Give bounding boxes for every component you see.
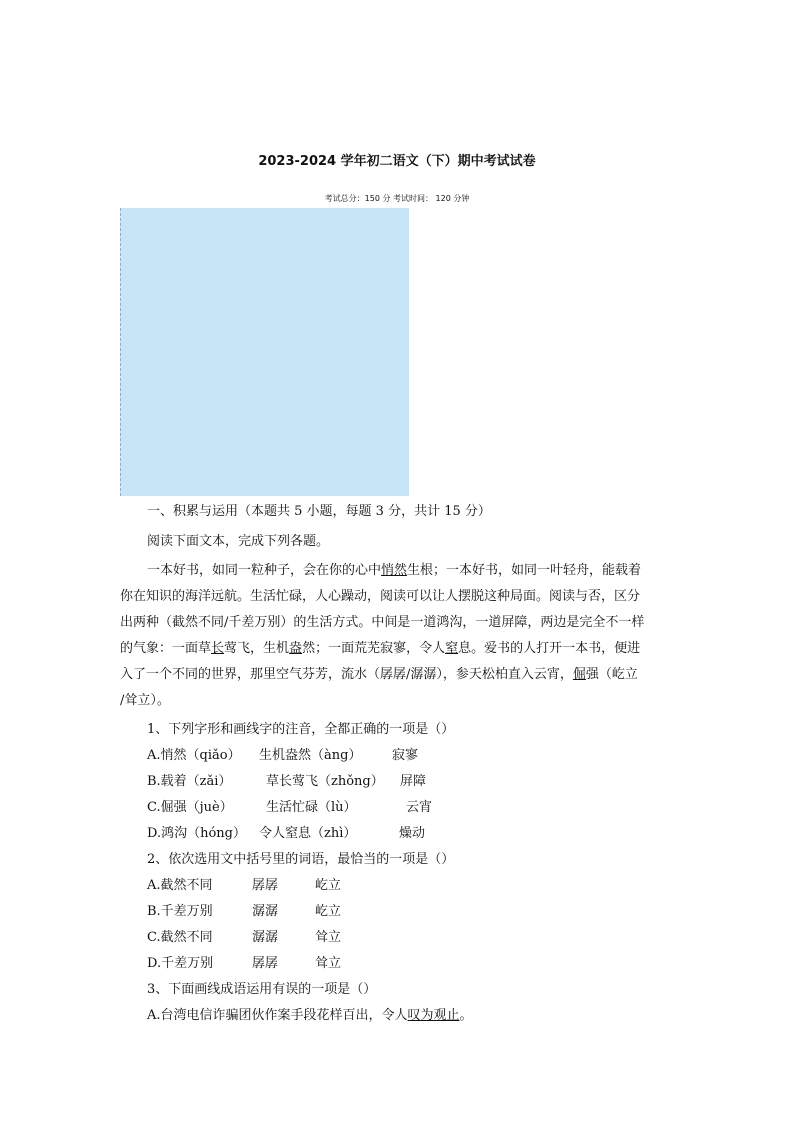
question-1-option-d: D.鸿沟（hóng） 令人窒息（zhì） 燥动 (147, 826, 426, 841)
question-3-stem: 3、下面画线成语运用有误的一项是（） (147, 982, 377, 997)
question-2-option-c: C.截然不同 潺潺 耸立 (147, 930, 342, 945)
question-1-option-c: C.倔强（juè） 生活忙碌（lù） 云宵 (147, 800, 433, 815)
question-1-stem: 1、下列字形和画线字的注音，全都正确的一项是（） (147, 722, 455, 737)
section-instruction: 阅读下面文本，完成下列各题。 (147, 534, 330, 549)
question-2-stem: 2、依次选用文中括号里的词语，最恰当的一项是（） (147, 852, 455, 867)
passage-line-4: 的气象：一面草长莺飞，生机盎然；一面荒芜寂寥，令人窒息。爱书的人打开一本书，便进 (120, 641, 641, 656)
question-1-option-b: B.载着（zǎi） 草长莺飞（zhǒng） 屏障 (147, 774, 427, 789)
image-placeholder (120, 208, 409, 496)
question-2-option-a: A.截然不同 孱孱 屹立 (147, 878, 342, 893)
passage-line-6: /耸立）。 (120, 693, 170, 708)
question-2-option-d: D.千差万别 孱孱 耸立 (147, 956, 342, 971)
question-3-option-a: A.台湾电信诈骗团伙作案手段花样百出，令人叹为观止。 (147, 1008, 473, 1023)
passage-line-3: 出两种（截然不同/千差万别）的生活方式。中间是一道鸿沟，一道屏障，两边是完全不一样 (120, 615, 645, 630)
passage-line-5: 入了一个不同的世界，那里空气芬芳，流水（孱孱/潺潺），参天松柏直入云宵，倔强（屹立 (120, 667, 638, 682)
question-2-option-b: B.千差万别 潺潺 屹立 (147, 904, 342, 919)
passage-line-1: 一本好书，如同一粒种子，会在你的心中悄然生根；一本好书，如同一叶轻舟，能载着 (147, 563, 642, 578)
passage-line-2: 你在知识的海洋远航。生活忙碌，人心躁动，阅读可以让人摆脱这种局面。阅读与否，区分 (120, 589, 641, 604)
exam-info: 考试总分：150 分 考试时间： 120 分钟 (324, 194, 470, 203)
section-heading: 一、积累与运用（本题共 5 小题，每题 3 分，共计 15 分） (147, 504, 491, 519)
exam-title: 2023-2024 学年初二语文（下）期中考试试卷 (258, 154, 536, 169)
question-1-option-a: A.悄然（qiǎo） 生机盎然（àng） 寂寥 (147, 748, 419, 763)
